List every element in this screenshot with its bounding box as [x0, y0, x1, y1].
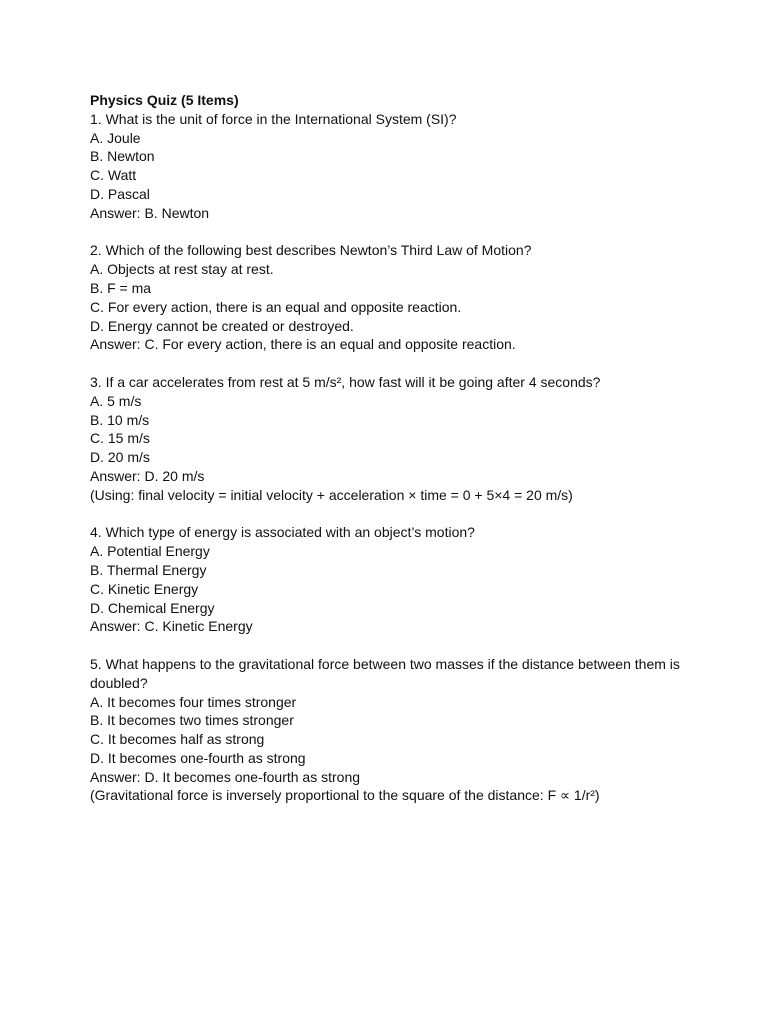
question-prompt: 1. What is the unit of force in the International System (SI)? — [90, 110, 457, 127]
question-prompt: 5. What happens to the gravitational force between two masses if the distance between them is doubled? — [90, 655, 680, 691]
question-1 — [90, 110, 690, 223]
quiz-title: Physics Quiz (5 Items) — [90, 92, 239, 108]
question-4 — [90, 523, 690, 636]
answer-line: Answer: C. Kinetic Energy — [90, 618, 253, 635]
answer-line: Answer: D. 20 m/s — [90, 467, 205, 484]
option-b: B. 10 m/s — [90, 411, 150, 428]
question-3 — [90, 373, 690, 505]
option-b: B. Newton — [90, 148, 155, 165]
option-d: D. 20 m/s — [90, 449, 150, 466]
option-c: C. Kinetic Energy — [90, 580, 199, 597]
question-2 — [90, 241, 690, 354]
question-5 — [90, 655, 690, 805]
option-a: A. 5 m/s — [90, 392, 142, 409]
answer-line: Answer: C. For every action, there is an equal and opposite reaction. — [90, 336, 516, 353]
quiz-document — [90, 91, 690, 805]
option-c: C. For every action, there is an equal and opposite reaction. — [90, 298, 462, 315]
option-a: A. Joule — [90, 129, 141, 146]
option-d: D. Pascal — [90, 185, 150, 202]
option-a: A. Objects at rest stay at rest. — [90, 261, 274, 278]
option-a: A. It becomes four times stronger — [90, 693, 297, 710]
option-b: B. F = ma — [90, 279, 152, 296]
option-d: D. Energy cannot be created or destroyed. — [90, 317, 354, 334]
question-prompt: 3. If a car accelerates from rest at 5 m/s², how fast will it be going after 4 seconds? — [90, 373, 601, 390]
option-d: D. Chemical Energy — [90, 599, 215, 616]
option-b: B. It becomes two times stronger — [90, 712, 294, 729]
answer-line: Answer: D. It becomes one-fourth as strong — [90, 768, 361, 785]
option-a: A. Potential Energy — [90, 543, 210, 560]
option-c: C. It becomes half as strong — [90, 731, 265, 748]
answer-line: Answer: B. Newton — [90, 204, 210, 221]
explanation-note: (Gravitational force is inversely proportional to the square of the distance: F ∝ 1/r²) — [90, 787, 600, 804]
option-c: C. 15 m/s — [90, 430, 150, 447]
question-prompt: 4. Which type of energy is associated with an object’s motion? — [90, 524, 475, 541]
explanation-note: (Using: final velocity = initial velocity + acceleration × time = 0 + 5×4 = 20 m/s) — [90, 486, 573, 503]
question-prompt: 2. Which of the following best describes Newton’s Third Law of Motion? — [90, 242, 532, 259]
option-b: B. Thermal Energy — [90, 561, 207, 578]
option-c: C. Watt — [90, 167, 137, 184]
option-d: D. It becomes one-fourth as strong — [90, 749, 306, 766]
